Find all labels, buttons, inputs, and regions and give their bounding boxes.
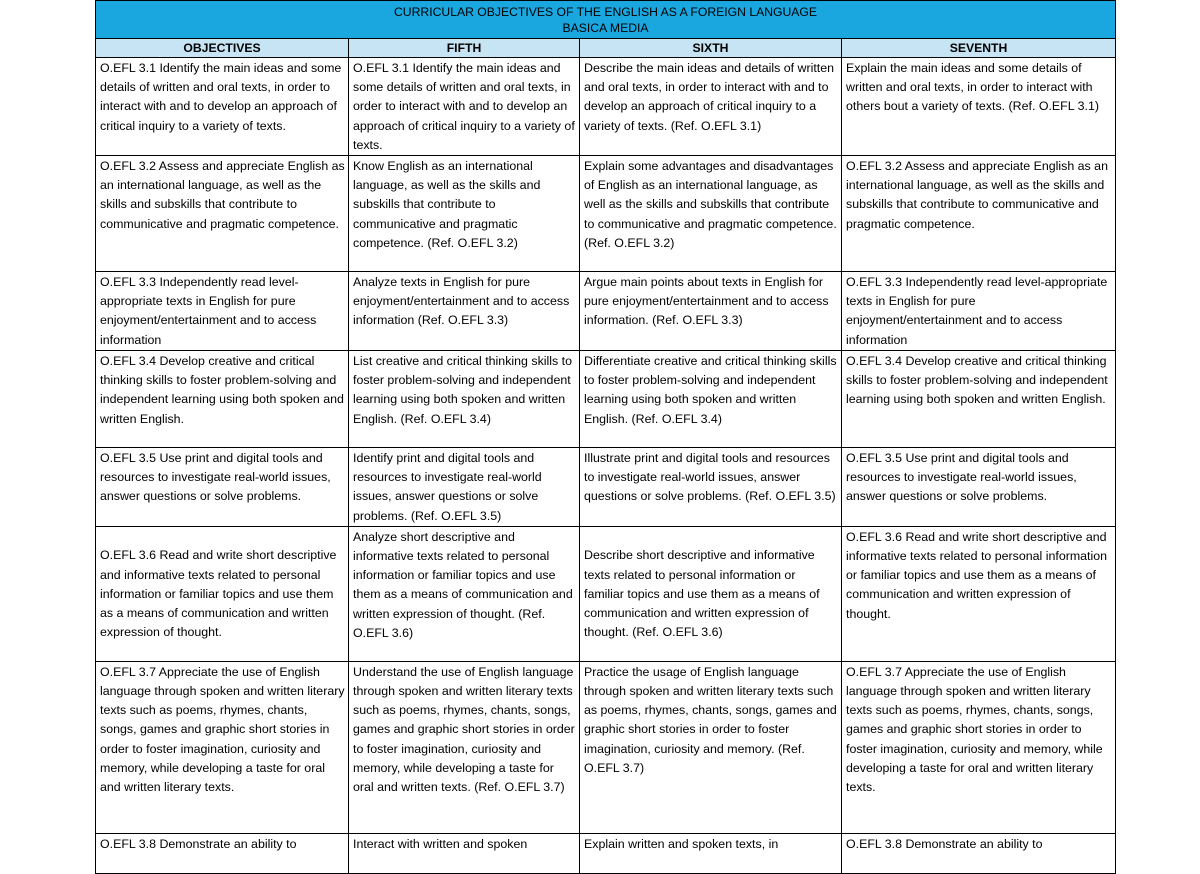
table-row: [96, 526, 1116, 661]
sixth-cell: Describe short descriptive and informative texts related to personal information or familiar topics and use them as a means of communication and written expression of thought. (Ref. O.EFL 3.6): [580, 526, 842, 661]
sixth-cell: Explain some advantages and disadvantages of English as an international language, as well as the skills and subskills that contribute to communicative and pragmatic competence. (Ref. O.EFL 3.2): [580, 156, 842, 272]
objective-cell: O.EFL 3.8 Demonstrate an ability to: [96, 833, 349, 873]
fifth-cell: List creative and critical thinking skills to foster problem-solving and independent learning using both spoken and written English. (Ref. O.EFL 3.4): [349, 351, 580, 448]
sixth-cell: Practice the usage of English language through spoken and written literary texts such as poems, rhymes, chants, songs, games and graphic short stories in order to foster imagination, curiosity and memory. (Ref. O.EFL 3.7): [580, 661, 842, 833]
objective-cell: O.EFL 3.7 Appreciate the use of English language through spoken and written literary texts such as poems, rhymes, chants, songs, games and graphic short stories in order to foster imagination, curiosity and memory, while developing a taste for oral and written literary texts.: [96, 661, 349, 833]
seventh-cell: O.EFL 3.3 Independently read level-appropriate texts in English for pure enjoyment/entertainment and to access information: [842, 272, 1116, 351]
table-row: [96, 351, 1116, 448]
fifth-cell: Analyze texts in English for pure enjoyment/entertainment and to access information (Ref. O.EFL 3.3): [349, 272, 580, 351]
seventh-cell: Explain the main ideas and some details of written and oral texts, in order to interact with others bout a variety of texts. (Ref. O.EFL 3.1): [842, 58, 1116, 156]
fifth-cell: O.EFL 3.1 Identify the main ideas and some details of written and oral texts, in order to interact with and to develop an approach of critical inquiry to a variety of texts.: [349, 58, 580, 156]
table-row: [96, 448, 1116, 527]
document-subtitle: BASICA MEDIA: [562, 21, 649, 35]
sixth-cell: Differentiate creative and critical thinking skills to foster problem-solving and independent learning using both spoken and written English. (Ref. O.EFL 3.4): [580, 351, 842, 448]
table-row: [96, 661, 1116, 833]
seventh-cell: O.EFL 3.8 Demonstrate an ability to: [842, 833, 1116, 873]
table-row: [96, 156, 1116, 272]
table-row: [96, 833, 1116, 873]
column-header-sixth: SIXTH: [580, 39, 842, 58]
fifth-cell: Understand the use of English language through spoken and written literary texts such as poems, rhymes, chants, songs, games and graphic short stories in order to foster imagination, curiosity and memory, while developing a taste for oral and written texts. (Ref. O.EFL 3.7): [349, 661, 580, 833]
seventh-cell: O.EFL 3.6 Read and write short descriptive and informative texts related to personal information or familiar topics and use them as a means of communication and written expression of thought.: [842, 526, 1116, 661]
header-row: [96, 39, 1116, 58]
objective-cell: O.EFL 3.6 Read and write short descriptive and informative texts related to personal information or familiar topics and use them as a means of communication and written expression of thought.: [96, 526, 349, 661]
sixth-cell: Describe the main ideas and details of written and oral texts, in order to interact with and to develop an approach of critical inquiry to a variety of texts. (Ref. O.EFL 3.1): [580, 58, 842, 156]
objective-cell: O.EFL 3.4 Develop creative and critical thinking skills to foster problem-solving and independent learning using both spoken and written English.: [96, 351, 349, 448]
fifth-cell: Know English as an international language, as well as the skills and subskills that contribute to communicative and pragmatic competence. (Ref. O.EFL 3.2): [349, 156, 580, 272]
fifth-cell: Interact with written and spoken: [349, 833, 580, 873]
title-row: [96, 1, 1116, 39]
objective-cell: O.EFL 3.5 Use print and digital tools and resources to investigate real-world issues, answer questions or solve problems.: [96, 448, 349, 527]
seventh-cell: O.EFL 3.2 Assess and appreciate English as an international language, as well as the skills and subskills that contribute to communicative and pragmatic competence.: [842, 156, 1116, 272]
sixth-cell: Explain written and spoken texts, in: [580, 833, 842, 873]
table-title-cell: [96, 1, 1116, 39]
seventh-cell: O.EFL 3.5 Use print and digital tools and resources to investigate real-world issues, answer questions or solve problems.: [842, 448, 1116, 527]
seventh-cell: O.EFL 3.4 Develop creative and critical thinking skills to foster problem-solving and independent learning using both spoken and written English.: [842, 351, 1116, 448]
column-header-seventh: SEVENTH: [842, 39, 1116, 58]
table-row: [96, 58, 1116, 156]
sixth-cell: Illustrate print and digital tools and resources to investigate real-world issues, answer questions or solve problems. (Ref. O.EFL 3.5): [580, 448, 842, 527]
document-title: CURRICULAR OBJECTIVES OF THE ENGLISH AS A FOREIGN LANGUAGE: [394, 5, 818, 19]
sixth-cell: Argue main points about texts in English for pure enjoyment/entertainment and to access information. (Ref. O.EFL 3.3): [580, 272, 842, 351]
fifth-cell: Analyze short descriptive and informative texts related to personal information or familiar topics and use them as a means of communication and written expression of thought. (Ref. O.EFL 3.6): [349, 526, 580, 661]
curricular-objectives-table: [95, 0, 1116, 874]
objective-cell: O.EFL 3.3 Independently read level-appropriate texts in English for pure enjoyment/entertainment and to access information: [96, 272, 349, 351]
seventh-cell: O.EFL 3.7 Appreciate the use of English language through spoken and written literary texts such as poems, rhymes, chants, songs, games and graphic short stories in order to foster imagination, curiosity and memory, while developing a taste for oral and written literary texts.: [842, 661, 1116, 833]
column-header-objectives: OBJECTIVES: [96, 39, 349, 58]
table-row: [96, 272, 1116, 351]
fifth-cell: Identify print and digital tools and resources to investigate real-world issues, answer questions or solve problems. (Ref. O.EFL 3.5): [349, 448, 580, 527]
objective-cell: O.EFL 3.1 Identify the main ideas and some details of written and oral texts, in order to interact with and to develop an approach of critical inquiry to a variety of texts.: [96, 58, 349, 156]
objective-cell: O.EFL 3.2 Assess and appreciate English as an international language, as well as the skills and subskills that contribute to communicative and pragmatic competence.: [96, 156, 349, 272]
column-header-fifth: FIFTH: [349, 39, 580, 58]
